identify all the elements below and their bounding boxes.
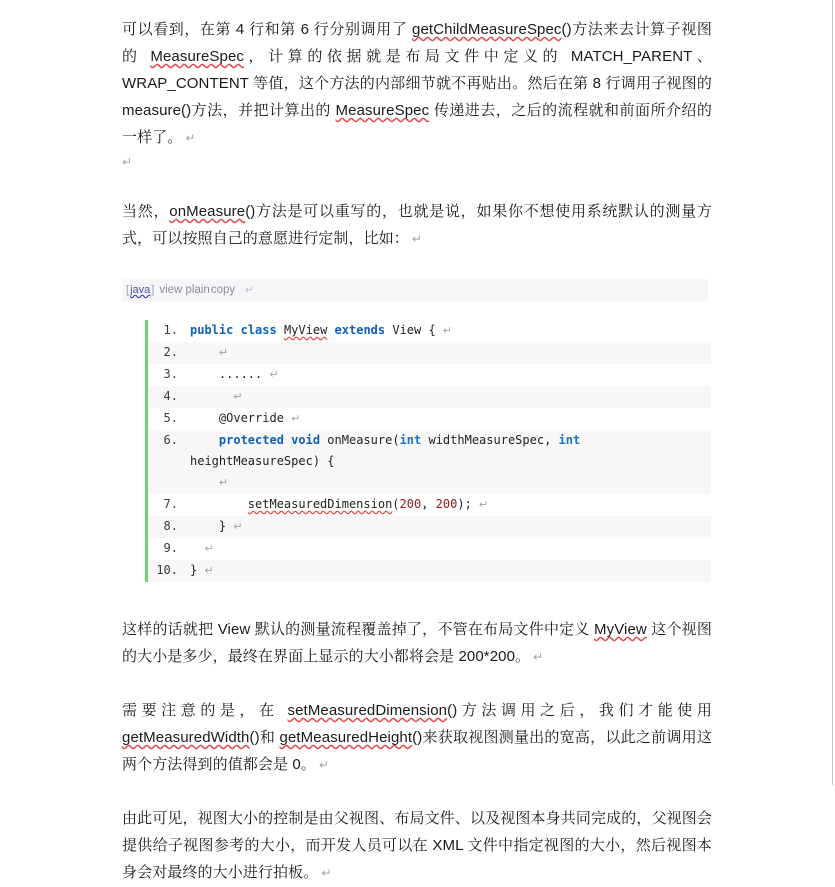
code-line-content [184,342,711,364]
code-return-mark: ↵ [204,565,214,577]
code-line-number: 5 . [148,408,184,429]
code-text: ...... [190,367,270,381]
code-line-number: 2 . [148,342,184,363]
code-line-number: 4 . [148,386,184,407]
paragraph-return-mark: ↵ [185,131,196,145]
code-identifier: setMeasuredDimension [247,497,393,511]
spacer-after-code [122,582,712,616]
spacer-after-p1 [122,172,712,198]
paragraph-text: 可以看到，在第 4 行和第 6 行分别调用了 [122,21,413,38]
language-tag: java [130,284,151,296]
code-line-content [184,494,711,516]
paragraph-return-mark: ↵ [318,758,330,772]
inline-code-identifier: MyView [594,621,647,638]
paragraph-text: ，计算的依据就是布局文件中定义的 MATCH_PARENT、WRAP_CONTENT 等值，这个方法的内部细节就不再贴出。然后在第 8 行调用子视图的 measure()方法，并把计算出的 [122,48,712,119]
paragraph-text: 由此可见，视图大小的控制是由父视图、布局文件、以及视图本身共同完成的，父视图会提供给子视图参考的大小，而开发人员可以在 XML 文件中指定视图的大小，然后视图本身会对最终的大小进行拍板。 [122,810,712,881]
code-return-mark: ↵ [479,499,489,511]
code-line-number: 6 . [148,430,184,451]
code-line [148,320,711,342]
code-line-number: 9 . [148,538,184,559]
inline-code-identifier: getChildMeasureSpec [412,21,562,38]
paragraph-text: ()方法是可以重写的，也就是说，如果你不想使用系统默认的测量方式，可以按照自己的意愿进行定制，比如： [122,203,713,247]
code-toolbar[interactable] [122,279,708,301]
code-keyword: class [240,323,277,337]
code-type-keyword: int [399,433,422,447]
code-line [148,364,711,386]
code-number-literal: 200 [435,497,458,511]
code-return-mark: ↵ [269,369,279,381]
code-line-content [184,408,711,430]
inline-code-identifier: MeasureSpec [150,48,245,65]
copy-button[interactable]: copy [210,284,236,296]
inline-code-identifier: getMeasuredHeight [279,729,413,746]
top-spacer [122,0,712,16]
code-text: widthMeasureSpec, [421,433,559,447]
code-text [277,323,284,337]
code-text: ); [457,497,480,511]
code-type-keyword: int [558,433,581,447]
paragraph-text: ()和 [249,729,280,746]
code-line-content [184,538,711,560]
code-line [148,538,711,560]
paragraph-return-mark: ↵ [411,232,423,246]
code-identifier: MyView [283,323,328,337]
paragraph-3 [122,616,712,671]
code-text [190,475,219,489]
paragraph-text: 当然， [122,203,170,220]
code-keyword: protected [218,433,284,447]
code-text: @Override [190,411,292,425]
paragraph-2 [122,198,712,253]
code-text: View { [385,323,443,337]
paragraph-5 [122,805,712,887]
code-text [327,323,334,337]
code-line-content [184,386,711,408]
code-line [148,386,711,408]
page-right-border [832,0,833,785]
paragraph-text: ()来获取视图测量出的宽高，以此之前调用这两个方法得到的值都会是 0。 [122,729,712,773]
inline-code-identifier: MeasureSpec [335,102,430,119]
code-line-content [184,560,711,582]
standalone-return-mark: ↵ [122,155,133,169]
paragraph-text: 需要注意的是，在 [122,702,288,719]
paragraph-return-mark: ↵ [321,866,332,880]
code-number-literal: 200 [399,497,422,511]
code-return-mark: ↵ [218,477,229,489]
code-line [148,430,711,494]
code-line [148,560,711,582]
code-line-number: 3 . [148,364,184,385]
spacer-after-p3 [122,671,712,697]
code-text [190,541,204,555]
code-return-mark: ↵ [218,347,229,359]
paragraph-text: ()方法来去计算子视图的 [122,21,713,65]
paragraph-4 [122,697,712,779]
code-return-mark: ↵ [233,391,243,403]
spacer-after-p4 [122,779,712,805]
code-line-number: 1 . [148,320,184,341]
code-line-content [184,320,711,342]
inline-code-identifier: getMeasuredWidth [122,729,250,746]
toolbar-return-mark: ↵ [245,285,254,296]
paragraph-1 [122,16,712,152]
paragraph-text: 这样的话就把 View 默认的测量流程覆盖掉了，不管在布局文件中定义 [122,621,594,638]
code-return-mark: ↵ [291,413,301,425]
code-text [190,497,248,511]
code-line-content [184,516,711,538]
lang-bracket-open: [ [126,284,130,296]
view-plain-button[interactable]: view plain [159,284,210,296]
code-text [190,345,219,359]
document-body [122,0,712,887]
code-keyword: public [190,323,234,337]
paragraph-text: ()方法调用之后，我们才能使用 [447,702,712,719]
code-text: onMeasure( [320,433,400,447]
code-line [148,516,711,538]
paragraph-text: 这个视图的大小是多少，最终在界面上显示的大小都将会是 200*200。 [122,621,712,665]
paragraph-return-mark: ↵ [533,650,544,664]
code-line-content [184,430,711,494]
code-line-content [184,364,711,386]
code-block-widget [122,279,708,582]
lang-bracket-close: ] [151,284,155,296]
code-return-mark: ↵ [204,543,214,555]
inline-code-identifier: onMeasure [169,203,246,220]
code-return-mark: ↵ [442,325,453,337]
code-line-number: 7 . [148,494,184,515]
spacer-before-code [122,253,712,279]
paragraph-text: 传递进去，之后的流程就和前面所介绍的一样了。 [122,102,712,146]
code-line-number: 8 . [148,516,184,537]
code-line [148,408,711,430]
code-line [148,342,711,364]
code-text: } [190,563,205,577]
code-text: } [190,519,234,533]
code-text: , [421,497,436,511]
inline-code-identifier: setMeasuredDimension [287,702,448,719]
code-lines-container [145,320,711,582]
code-keyword: extends [334,323,386,337]
code-text: heightMeasureSpec) { [190,433,588,468]
code-line-number: 10 . [148,560,184,581]
code-text: ( [392,497,400,511]
code-text [190,389,233,403]
code-keyword: void [291,433,321,447]
code-text [233,323,240,337]
code-text [190,433,219,447]
code-line [148,494,711,516]
code-return-mark: ↵ [233,521,243,533]
